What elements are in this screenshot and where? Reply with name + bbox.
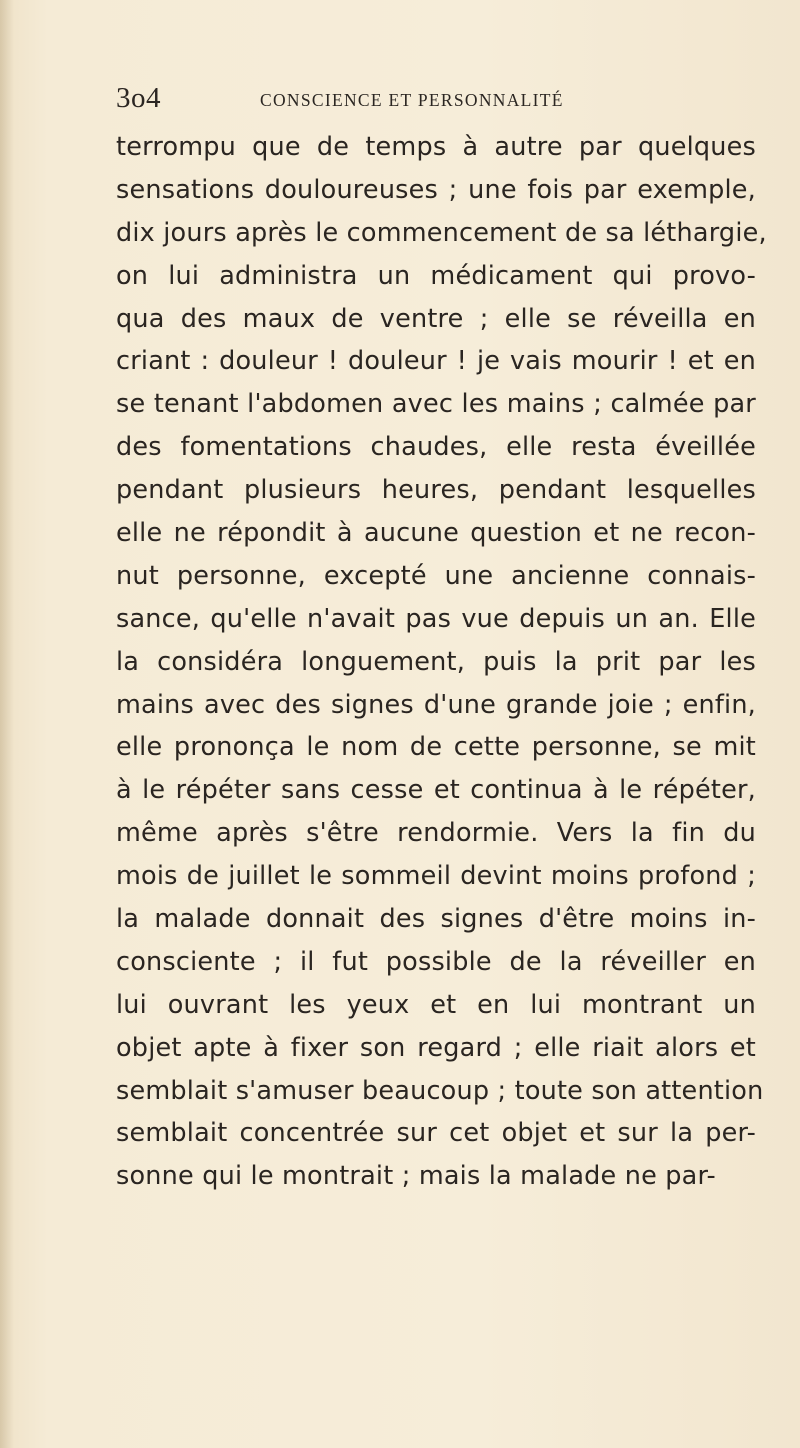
text-line: mains avec des signes d'une grande joie ; enfin, (116, 689, 756, 720)
text-line: se tenant l'abdomen avec les mains ; calmée par (116, 389, 756, 420)
text-line: même après s'être rendormie. Vers la fin du (116, 818, 756, 849)
text-line: elle prononça le nom de cette personne, se mit (116, 732, 756, 763)
text-line: la considéra longuement, puis la prit par les (116, 646, 756, 677)
running-head (116, 80, 748, 120)
page-gutter-shadow (0, 0, 14, 1448)
text-line: dix jours après le commencement de sa léthargie, (116, 217, 767, 248)
body-text (116, 126, 767, 1198)
text-line: qua des maux de ventre ; elle se réveilla en (116, 303, 756, 334)
text-line: des fomentations chaudes, elle resta éveillée (116, 432, 756, 463)
text-line: objet apte à fixer son regard ; elle riait alors et (116, 1032, 756, 1063)
page-number: 3o4 (116, 82, 161, 114)
text-line: semblait s'amuser beaucoup ; toute son attention (116, 1075, 764, 1106)
text-line: nut personne, excepté une ancienne connais- (116, 560, 756, 591)
text-line: criant : douleur ! douleur ! je vais mourir ! et en (116, 346, 756, 377)
text-line: la malade donnait des signes d'être moins in- (116, 904, 756, 935)
text-line: sonne qui le montrait ; mais la malade ne par- (116, 1161, 716, 1192)
running-title: CONSCIENCE ET PERSONNALITÉ (260, 90, 564, 110)
text-line: semblait concentrée sur cet objet et sur la per- (116, 1118, 756, 1149)
text-line: sensations douloureuses ; une fois par exemple, (116, 174, 756, 205)
text-line: lui ouvrant les yeux et en lui montrant un (116, 989, 756, 1020)
text-line: à le répéter sans cesse et continua à le répéter, (116, 775, 756, 806)
text-line: on lui administra un médicament qui provo- (116, 260, 756, 291)
text-line: terrompu que de temps à autre par quelques (116, 132, 756, 162)
text-line: elle ne répondit à aucune question et ne recon- (116, 518, 756, 549)
text-line: mois de juillet le sommeil devint moins profond ; (116, 861, 756, 892)
text-line: sance, qu'elle n'avait pas vue depuis un an. Elle (116, 603, 756, 634)
text-line: consciente ; il fut possible de la réveiller en (116, 946, 756, 977)
text-line: pendant plusieurs heures, pendant lesquelles (116, 475, 756, 506)
